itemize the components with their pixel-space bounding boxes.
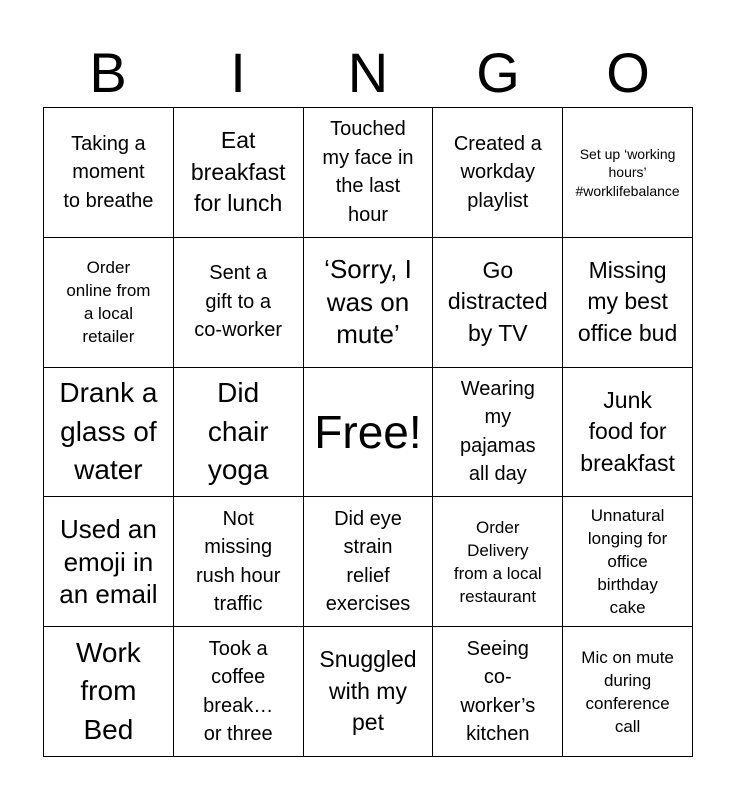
cell-text: Drank a glass of water xyxy=(59,377,158,486)
bingo-cell[interactable] xyxy=(563,627,693,757)
cell-text: Snuggled with my pet xyxy=(319,646,417,736)
cell-text: Did eye strain relief exercises xyxy=(325,507,411,616)
cell-text: Wearing my pajamas all day xyxy=(459,377,536,486)
bingo-cell[interactable] xyxy=(304,238,434,368)
bingo-cell[interactable] xyxy=(44,627,174,757)
cell-text: Touched my face in the last hour xyxy=(322,118,414,226)
bingo-cell[interactable] xyxy=(174,108,304,238)
cell-text: Eat breakfast for lunch xyxy=(190,127,286,217)
bingo-cell[interactable] xyxy=(433,368,563,498)
bingo-cell[interactable] xyxy=(174,238,304,368)
cell-text: Set up ‘working hours’ #worklifebalance xyxy=(575,145,680,199)
cell-text: Did chair yoga xyxy=(207,377,269,486)
header-letter-g: G xyxy=(476,41,520,104)
cell-text: Sent a gift to a co-worker xyxy=(194,262,283,342)
cell-text: Junk food for breakfast xyxy=(580,386,675,476)
bingo-cell[interactable] xyxy=(44,497,174,627)
bingo-header xyxy=(43,40,693,106)
bingo-cell[interactable] xyxy=(174,627,304,757)
cell-text: Seeing co- worker’s kitchen xyxy=(460,637,536,746)
cell-text: Created a workday playlist xyxy=(453,132,542,212)
bingo-cell[interactable] xyxy=(433,627,563,757)
header-letter-o: O xyxy=(606,41,650,104)
bingo-cell[interactable] xyxy=(433,497,563,627)
cell-text: Took a coffee break… or three xyxy=(203,637,274,746)
cell-text: Used an emoji in an email xyxy=(59,514,158,610)
bingo-cell[interactable] xyxy=(304,627,434,757)
bingo-cell[interactable] xyxy=(563,108,693,238)
cell-text: Order Delivery from a local restaurant xyxy=(453,517,542,606)
header-letter-n: N xyxy=(347,41,389,104)
cell-text: Order online from a local retailer xyxy=(66,258,151,347)
cell-text: Missing my best office bud xyxy=(577,256,678,346)
bingo-cell[interactable] xyxy=(433,108,563,238)
bingo-cell[interactable] xyxy=(304,497,434,627)
bingo-cell[interactable] xyxy=(563,368,693,498)
cell-text: Work from Bed xyxy=(75,636,141,745)
bingo-board xyxy=(43,107,693,757)
cell-text: Unnatural longing for office birthday cake xyxy=(587,506,668,618)
bingo-cell[interactable] xyxy=(304,108,434,238)
bingo-cell[interactable] xyxy=(44,108,174,238)
cell-text: Mic on mute during conference call xyxy=(581,647,674,736)
cell-text: Free! xyxy=(314,405,422,458)
bingo-cell[interactable] xyxy=(563,497,693,627)
free-space[interactable] xyxy=(304,368,434,498)
cell-text: Taking a moment to breathe xyxy=(63,132,154,212)
bingo-cell[interactable] xyxy=(174,497,304,627)
header-letter-b: B xyxy=(89,41,127,104)
bingo-cell[interactable] xyxy=(433,238,563,368)
bingo-cell[interactable] xyxy=(174,368,304,498)
bingo-cell[interactable] xyxy=(44,368,174,498)
bingo-cell[interactable] xyxy=(44,238,174,368)
cell-text: Not missing rush hour traffic xyxy=(195,507,281,616)
header-letter-i: I xyxy=(230,41,246,104)
cell-text: ‘Sorry, I was on mute’ xyxy=(324,254,412,350)
cell-text: Go distracted by TV xyxy=(447,256,548,346)
bingo-cell[interactable] xyxy=(563,238,693,368)
